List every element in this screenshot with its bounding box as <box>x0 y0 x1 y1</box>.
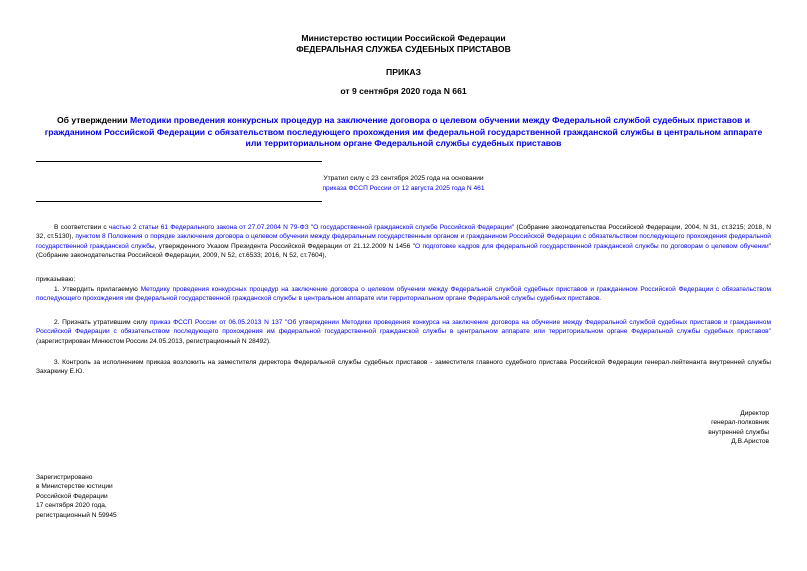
document-title <box>36 115 771 150</box>
service-heading: ФЕДЕРАЛЬНАЯ СЛУЖБА СУДЕБНЫХ ПРИСТАВОВ <box>296 44 511 54</box>
preamble-text-3: , утвержденного Указом Президента Российской Федерации от 21.12.2009 N 1456 " <box>154 242 415 250</box>
registration-line-3: Российской Федерации <box>36 492 108 500</box>
signature-position: Директор <box>740 410 769 417</box>
item-2-paragraph <box>36 318 771 346</box>
preamble-text-1: В соответствии с <box>54 224 109 231</box>
registration-line-2: в Министерстве юстиции <box>36 483 113 491</box>
registration-line-4: 17 сентября 2020 года, <box>36 502 107 510</box>
registration-block <box>36 473 117 520</box>
divider-top <box>36 161 322 162</box>
divider-bottom <box>36 201 322 202</box>
item-1-text-1: 1. Утвердить прилагаемую <box>54 286 141 293</box>
title-methodology-link[interactable]: Методики проведения конкурсных процедур на заключение договора о целевом обучении между Федеральной службой судебных приставов и гражданином Российской Федерации с обязательством последующего прохождения им федеральной государственной гражданской службы в центральном аппарате или территориальном органе Федеральной службы судебных приставов <box>44 115 763 148</box>
item-2-text-2: (зарегистрирован Минюстом России 24.05.2013, регистрационный N 28492). <box>36 337 271 345</box>
doc-type-heading: ПРИКАЗ <box>386 67 421 77</box>
signature-name: Д.В.Аристов <box>731 438 769 446</box>
signature-service: внутренней службы <box>708 428 769 436</box>
expiry-note-link[interactable]: приказа ФССП России от 12 августа 2025 года N 461 <box>322 185 485 192</box>
signature-rank: генерал-полковник <box>711 419 769 427</box>
signature-block <box>708 409 769 447</box>
registration-line-5: регистрационный N 59945 <box>36 511 117 519</box>
order-word: приказываю: <box>36 276 76 283</box>
ministry-heading: Министерство юстиции Российской Федерации <box>301 33 506 43</box>
registration-line-1: Зарегистрировано <box>36 474 93 481</box>
expiry-note-line1: Утратил силу с 23 сентября 2025 года на основании <box>323 175 484 182</box>
item-2-text-1: 2. Признать утратившим силу <box>54 319 150 326</box>
preamble-decree-link[interactable]: О подготовке кадров для федеральной государственной гражданской службы по договорам о целевом обучении <box>415 242 769 250</box>
item-3-paragraph: 3. Контроль за исполнением приказа возложить на заместителя директора Федеральной службы судебных приставов - заместителя главного судебного пристава Российской Федерации генерал-лейтенанта внутренней службы Захаркину Е.Ю. <box>36 359 771 376</box>
preamble-text-4: " (Собрание законодательства Российской Федерации, 2009, N 52, ст.6533; 2016, N 52, ст.7604), <box>36 242 771 260</box>
item-1-methodology-link[interactable]: Методику проведения конкурсных процедур на заключение договора о целевом обучении между Федеральной службой судебных приставов и гражданином Российской Федерации с обязательством последующего прохождения им федеральной государственной гражданской службы в центральном аппарате или территориальном органе Федеральной службы судебных приставов <box>36 286 771 303</box>
item-1-paragraph <box>36 285 771 304</box>
preamble-text-2: (Собрание законодательства Российской Федерации, 2004, N 31, ст.3215; 2018, N 32, ст.5130), <box>36 224 771 241</box>
date-number-heading: от 9 сентября 2020 года N 661 <box>340 86 467 96</box>
preamble-regulation-link[interactable]: пунктом 8 Положения о порядке заключения договора о целевом обучении между федеральным государственным органом и гражданином Российской Федерации с обязательством последующего прохождения федеральной государственной гражданской службы <box>36 233 771 250</box>
title-prefix: Об утверждении <box>56 115 130 125</box>
item-2-order-link[interactable]: приказ ФССП России от 06.05.2013 N 137 "Об утверждении Методики проведения конкурса на заключение договора на обучение между Федеральной службой судебных приставов и гражданином Российской Федерации с обязательством последующего прохождения им федеральной государственной гражданской службы в центральном аппарате или территориальном органе Федеральной службы судебных приставов" <box>36 319 771 336</box>
preamble-law-link[interactable]: частью 2 статьи 61 Федерального закона от 27.07.2004 N 79-ФЗ "О государственной гражданской службе Российской Федерации" <box>108 224 515 231</box>
item-1-text-2: . <box>599 295 602 303</box>
preamble-paragraph <box>36 223 771 261</box>
